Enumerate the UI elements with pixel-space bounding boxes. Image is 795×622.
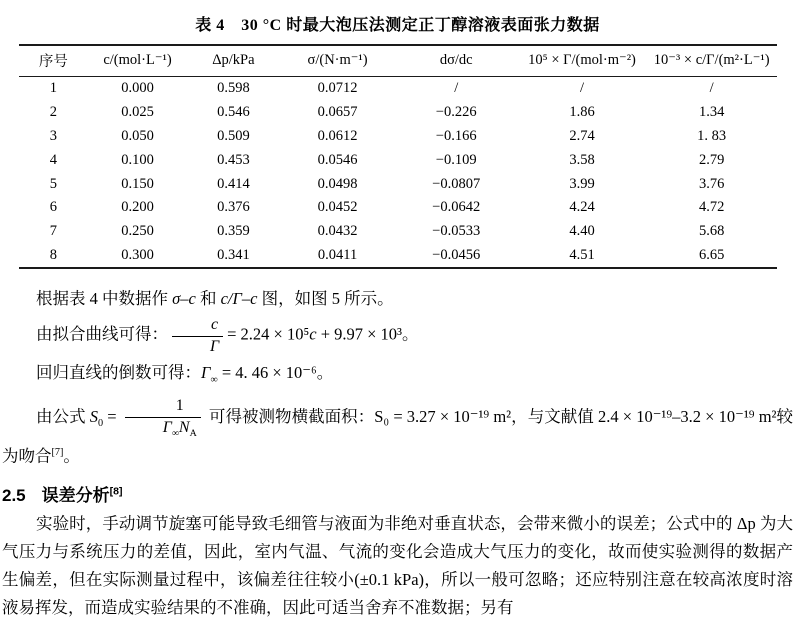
table-cell: 0.0432 (317, 223, 358, 240)
col-header-index: 序号 (19, 45, 89, 77)
s0-period: 。 (63, 446, 80, 466)
table-cell: 4.40 (569, 223, 595, 240)
table-cell: 4 (49, 151, 57, 168)
table-cell: 4.51 (569, 246, 595, 263)
table-cell: 3 (49, 127, 57, 144)
fraction-c-over-gamma (172, 316, 223, 356)
table-cell: 3.76 (698, 175, 725, 192)
citation-7: [7] (51, 447, 64, 459)
table-cell: 0.0452 (317, 199, 358, 216)
table-body (19, 77, 777, 269)
table-cell: 0.300 (121, 246, 154, 263)
table-cell: 1 (49, 80, 57, 97)
table-row (19, 148, 777, 172)
table-cell: 0.359 (217, 223, 250, 240)
table-cell: 0.0546 (317, 151, 358, 168)
col-header-concentration: c/(mol·L⁻¹) (88, 45, 187, 77)
gamma-symbol: Γ (162, 418, 172, 436)
table-cell: 6.65 (698, 246, 725, 263)
table-cell: 2.79 (698, 151, 725, 168)
table-cell: 2 (49, 104, 57, 121)
s0-subscript: 0 (98, 418, 104, 430)
paragraph-intro (2, 285, 793, 313)
table-cell: 8 (49, 246, 57, 263)
table-row (19, 172, 777, 196)
table-row (19, 243, 777, 268)
table-cell: 0.200 (121, 199, 154, 216)
table-cell: 0.025 (121, 104, 154, 121)
table-cell: 3.58 (569, 151, 595, 168)
analysis-section (0, 285, 795, 471)
table-cell: 5.68 (698, 223, 725, 240)
table-cell: 0.453 (217, 151, 250, 168)
s0-middle-text: 可得被测物横截面积： (204, 407, 375, 427)
fit-equation-1: = 2.24 × 10⁵ (227, 324, 310, 344)
table-row (19, 196, 777, 220)
gamma-infinity-sub: ∞ (210, 374, 218, 386)
table-cell: −0.0456 (432, 246, 481, 263)
citation-8: [8] (109, 485, 123, 498)
paragraph-regression (2, 359, 793, 394)
table-cell: 0.546 (217, 104, 250, 121)
table-cell: 6 (49, 199, 57, 216)
table-cell: 5 (49, 175, 57, 192)
regression-value: = 4. 46 × 10⁻⁶。 (217, 363, 334, 383)
intro-text-3: 图，如图 5 所示。 (257, 289, 394, 309)
avogadro-symbol: N (178, 418, 190, 436)
table-cell: 0.050 (121, 127, 154, 144)
table-cell: 0.0657 (317, 104, 358, 121)
table-row (19, 77, 777, 101)
table-cell: 2.74 (569, 127, 595, 144)
intro-text-1: 根据表 4 中数据作 (36, 289, 173, 309)
s0-lead: 由公式 (36, 407, 90, 427)
intro-text-2: 和 (195, 289, 221, 309)
table-row (19, 220, 777, 244)
col-header-gamma: 10⁵ × Γ/(mol·m⁻²) (517, 45, 647, 77)
table-cell: 0.150 (121, 175, 154, 192)
table-cell: −0.109 (435, 151, 477, 168)
fraction-one-over-gamma-na (125, 397, 201, 439)
table-cell: 0.000 (121, 80, 154, 97)
col-header-dsigma-dc: dσ/dc (395, 45, 517, 77)
table-cell: 1.86 (569, 104, 595, 121)
table-cell: / (580, 80, 585, 97)
table-header-row (19, 45, 777, 77)
s0-symbol: S (89, 407, 99, 427)
table-cell: 7 (49, 223, 57, 240)
table-cell: 0.0498 (317, 175, 358, 192)
table-cell: 0.0712 (317, 80, 358, 97)
table-cell: 0.376 (217, 199, 250, 216)
table-cell: −0.0533 (432, 223, 481, 240)
s0-result: S₀ = 3.27 × 10⁻¹⁹ m²，与文献值 2.4 × 10⁻¹⁹–3.2 × 10⁻¹⁹ m² (374, 407, 777, 427)
table-cell: 0.341 (217, 246, 250, 263)
table-cell: 0.414 (217, 175, 250, 192)
table-cell: / (709, 80, 714, 97)
table-cell: / (454, 80, 459, 97)
data-table (19, 44, 777, 269)
table-title: 表 4 30 °C 时最大泡压法测定正丁醇溶液表面张力数据 (195, 17, 600, 34)
fit-prefix: 由拟合曲线可得： (36, 324, 168, 344)
paragraph-s0-formula (2, 397, 793, 470)
fraction-numerator: 1 (125, 397, 201, 417)
section-title: 误差分析 (41, 485, 110, 505)
fraction-numerator: c (172, 316, 223, 336)
table-cell: −0.0807 (432, 175, 481, 192)
paragraph-error-analysis: 实验时，手动调节旋塞可能导致毛细管与液面为非绝对垂直状态，会带来微小的误差；公式中的 Δp 为大气压力与系统压力的差值，因此，室内气温、气流的变化会造成大气压力的变化，故而使实验测得的数据产生偏差，但在实际测量过程中，该偏差往往较小(±0.1 kPa)，所以一般可忽略；还应特别注意在较高浓度时溶液易挥发，而造成实验结果的不准确，因此可适当舍弃不准数据；另有 (2, 513, 793, 617)
table-cell: −0.0642 (432, 199, 481, 216)
fraction-denominator: Γ (210, 337, 220, 355)
col-header-sigma: σ/(N·m⁻¹) (280, 45, 395, 77)
table-cell: 0.598 (217, 80, 250, 97)
c-gamma-c-label: c/Γ–c (220, 289, 258, 309)
table-cell: 0.100 (121, 151, 154, 168)
table-cell: 0.250 (121, 223, 154, 240)
s0-equals: = (103, 407, 121, 427)
table-cell: 4.24 (569, 199, 595, 216)
table-cell: 4.72 (698, 199, 725, 216)
table-cell: 0.509 (217, 127, 250, 144)
table-cell: 0.0612 (317, 127, 358, 144)
paragraph-fit-curve (2, 316, 793, 356)
table-cell: −0.226 (435, 104, 477, 121)
avogadro-sub: A (189, 427, 197, 439)
table-cell: 0.0411 (317, 246, 358, 263)
table-cell: 3.99 (569, 175, 595, 192)
table-row (19, 125, 777, 149)
col-header-c-over-gamma: 10⁻³ × c/Γ/(m²·L⁻¹) (647, 45, 777, 77)
section-number: 2.5 (2, 485, 26, 505)
fit-equation-2: + 9.97 × 10³。 (316, 324, 419, 344)
table-row (19, 101, 777, 125)
fit-equation-var: c (309, 324, 317, 344)
table-cell: −0.166 (435, 127, 477, 144)
fraction-denominator (125, 418, 201, 440)
section-heading-error-analysis (0, 481, 795, 506)
col-header-delta-p: Δp/kPa (187, 45, 280, 77)
sigma-c-label: σ–c (172, 289, 196, 309)
infinity-sub: ∞ (171, 427, 179, 439)
s0-tail-text: 较为吻合 (2, 407, 794, 466)
gamma-infinity-symbol: Γ (201, 363, 211, 383)
table-cell: 1.34 (698, 104, 725, 121)
table-header (19, 45, 777, 77)
regression-text: 回归直线的倒数可得： (36, 363, 201, 383)
table-cell: 1. 83 (697, 127, 727, 144)
